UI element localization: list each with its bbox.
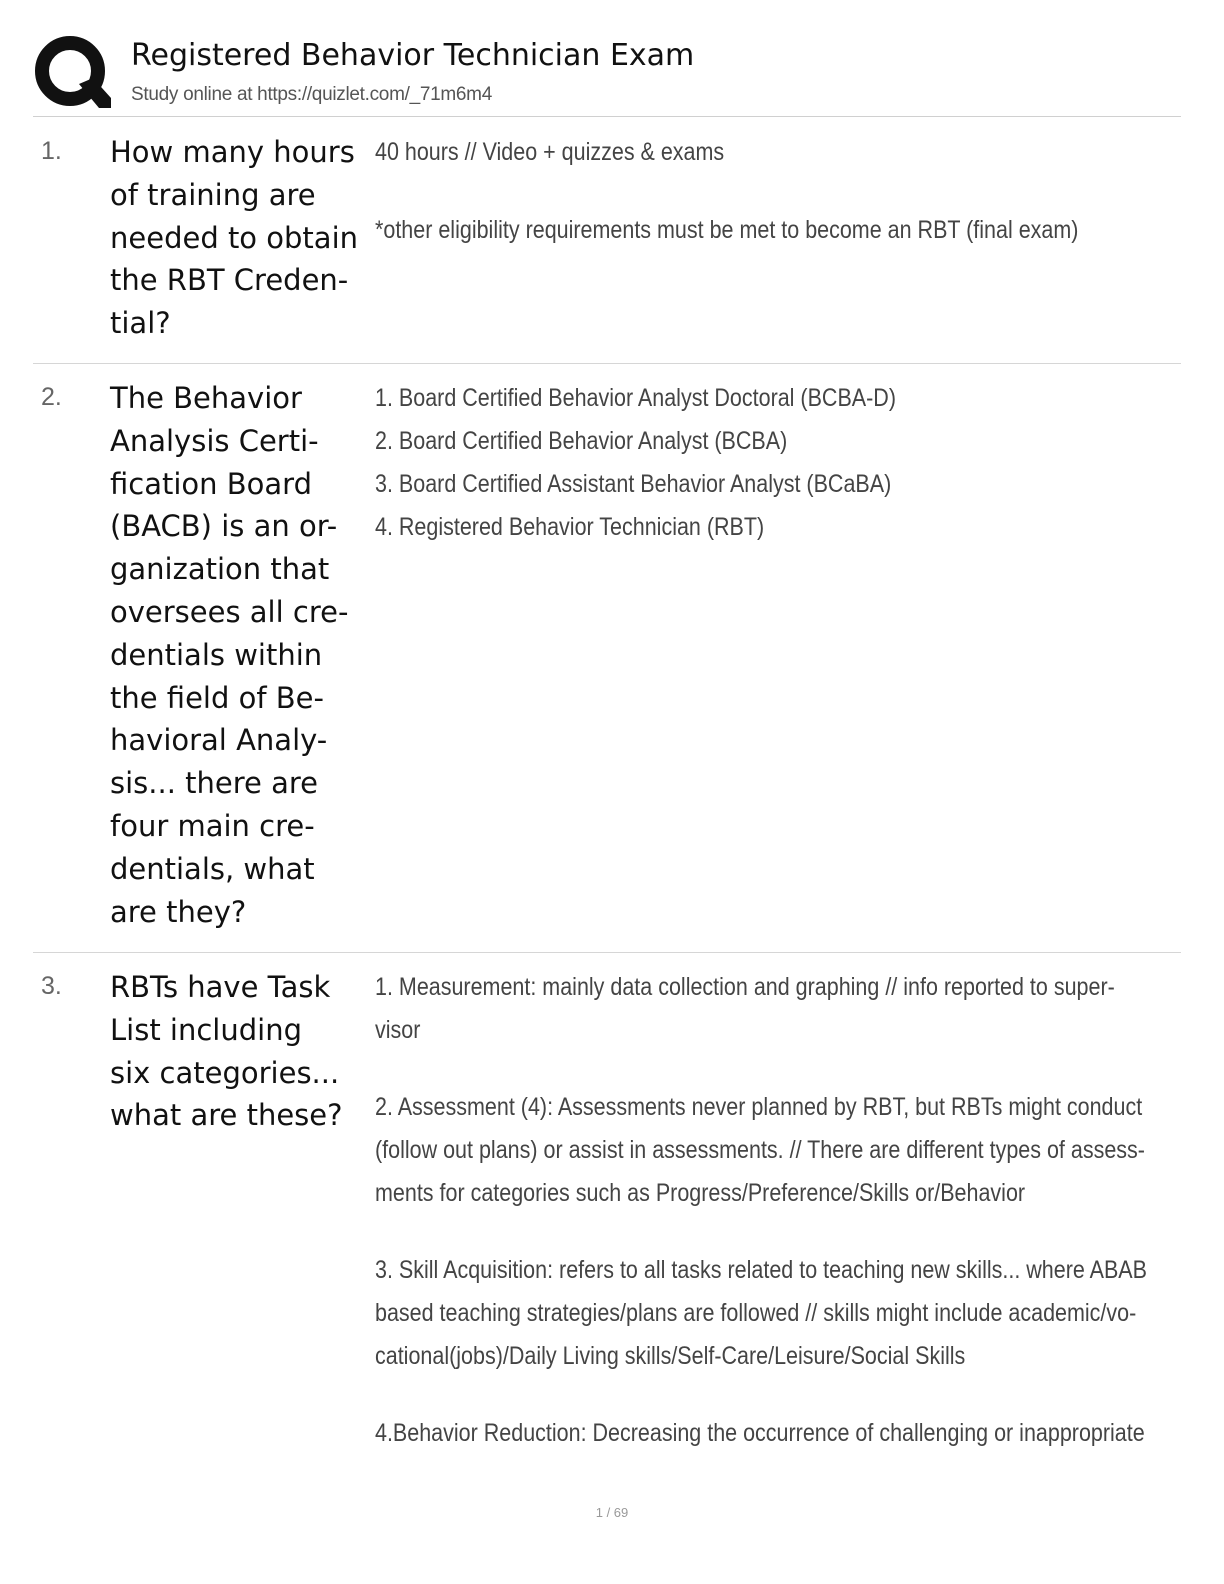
study-link[interactable]: Study online at https://quizlet.com/_71m6m4 — [131, 84, 492, 105]
term-line: List including — [110, 1012, 302, 1047]
definition-line: cational(jobs)/Daily Living skills/Self-Care/Leisure/Social Skills — [375, 1342, 966, 1370]
term-line: tial? — [110, 306, 171, 341]
term-line: How many hours — [110, 135, 355, 169]
definition-line: 4.Behavior Reduction: Decreasing the occurrence of challenging or inappropriate — [375, 1419, 1145, 1447]
term-line: the RBT Creden- — [110, 263, 349, 298]
definition-line: 2. Board Certified Behavior Analyst (BCBA) — [375, 427, 788, 455]
definition-line: 40 hours // Video + quizzes & exams — [375, 138, 725, 166]
term-line: ganization that — [110, 552, 330, 587]
definition-line: (follow out plans) or assist in assessments. // There are different types of assess- — [375, 1136, 1145, 1164]
card-term — [110, 377, 370, 933]
flashcard-3 — [33, 966, 1181, 1466]
card-definition — [375, 377, 1068, 549]
term-line: needed to obtain — [110, 220, 359, 255]
definition-line: ments for categories such as Progress/Preference/Skills or/Behavior — [375, 1179, 1026, 1207]
document-title: Registered Behavior Technician Exam — [131, 38, 695, 73]
term-line: sis... there are — [110, 766, 318, 801]
definition-line: visor — [375, 1016, 421, 1044]
definition-line: 2. Assessment (4): Assessments never planned by RBT, but RBTs might conduct — [375, 1093, 1143, 1121]
card-definition — [375, 966, 1147, 1455]
card-term — [110, 966, 370, 1137]
card-definition — [375, 131, 1079, 252]
flashcard-2 — [33, 377, 1181, 953]
term-line: Analysis Certi- — [110, 423, 319, 458]
term-line: of training are — [110, 177, 316, 212]
definition-line: *other eligibility requirements must be met to become an RBT (final exam) — [375, 216, 1079, 244]
card-number: 1. — [41, 137, 62, 165]
definition-line: 1. Board Certified Behavior Analyst Doctoral (BCBA-D) — [375, 384, 896, 412]
term-line: what are these? — [110, 1098, 343, 1133]
definition-paragraph — [375, 1086, 1145, 1215]
quizlet-logo-icon — [33, 34, 111, 112]
definition-line: 3. Board Certified Assistant Behavior Analyst (BCaBA) — [375, 470, 892, 498]
term-line: oversees all cre- — [110, 594, 349, 629]
card-number: 3. — [41, 972, 62, 1000]
card-number: 2. — [41, 383, 62, 411]
term-line: The Behavior — [110, 381, 302, 415]
term-line: (BACB) is an or- — [110, 509, 338, 544]
definition-line: 3. Skill Acquisition: refers to all tasks related to teaching new skills... where ABAB — [375, 1256, 1147, 1284]
term-line: six categories... — [110, 1055, 340, 1090]
term-line: four main cre- — [110, 808, 315, 843]
definition-paragraph — [375, 1249, 1147, 1378]
definition-paragraph — [375, 1412, 1145, 1455]
term-line: the field of Be- — [110, 680, 324, 715]
term-line: havioral Analy- — [110, 723, 328, 758]
flashcard-1 — [33, 131, 1181, 364]
definition-line: based teaching strategies/plans are followed // skills might include academic/vo- — [375, 1299, 1137, 1327]
term-line: dentials within — [110, 637, 323, 672]
definition-paragraph — [375, 966, 1115, 1052]
card-term — [110, 131, 370, 345]
document-header — [33, 34, 1181, 117]
term-line: fication Board — [110, 466, 312, 501]
definition-line: 4. Registered Behavior Technician (RBT) — [375, 513, 765, 541]
definition-line: 1. Measurement: mainly data collection and graphing // info reported to super- — [375, 973, 1115, 1001]
page-number: 1 / 69 — [595, 1505, 629, 1520]
term-line: dentials, what — [110, 851, 315, 886]
term-line: are they? — [110, 894, 247, 929]
term-line: RBTs have Task — [110, 970, 331, 1004]
